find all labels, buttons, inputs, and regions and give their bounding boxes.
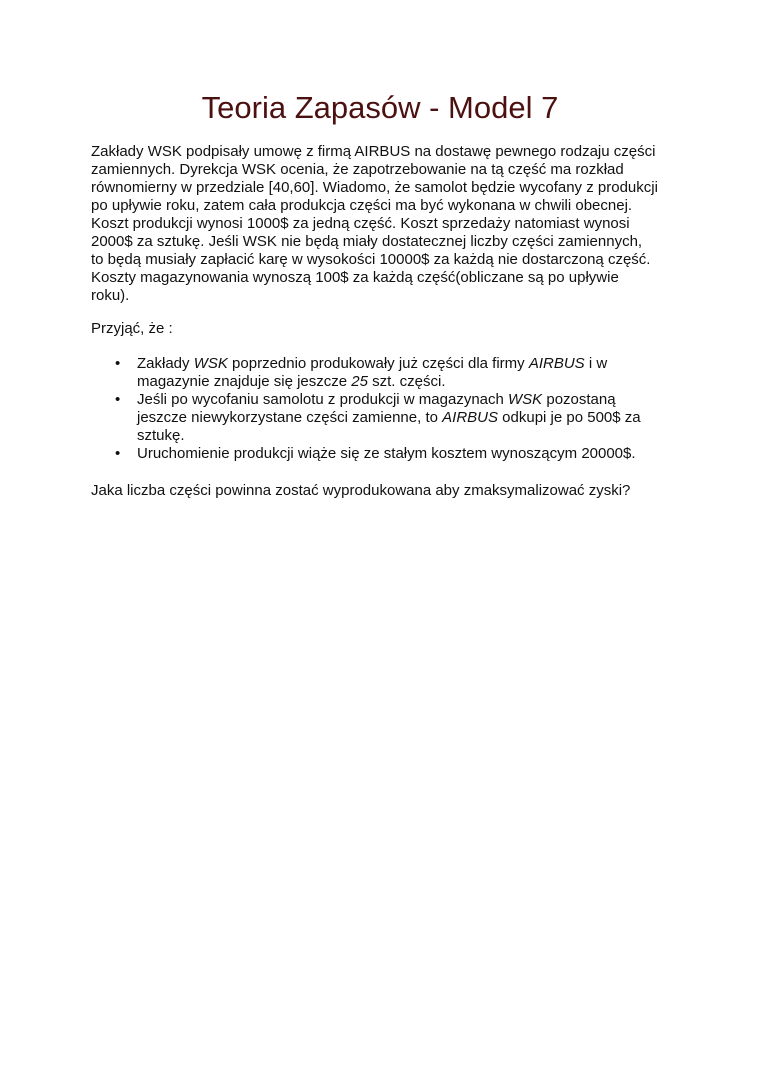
intro-line: 2000$ za sztukę. Jeśli WSK nie będą miały dostatecznej liczby części zamiennych, bbox=[91, 233, 643, 250]
intro-line: równomierny w przedziale [40,60]. Wiadomo, że samolot będzie wycofany z produkcji bbox=[91, 179, 658, 196]
question-text: Jaka liczba części powinna zostać wyprodukowana aby zmaksymalizować zyski? bbox=[91, 482, 631, 499]
intro-line: to będą musiały zapłacić karę w wysokości 10000$ za każdą nie dostarczoną część. bbox=[91, 251, 651, 268]
assumptions-list bbox=[91, 355, 681, 463]
list-item-line: magazynie znajduje się jeszcze 25 szt. części. bbox=[137, 373, 446, 390]
intro-paragraph bbox=[91, 143, 681, 305]
bullet-icon: • bbox=[115, 445, 121, 462]
intro-line: Koszt produkcji wynosi 1000$ za jedną część. Koszt sprzedaży natomiast wynosi bbox=[91, 215, 630, 232]
bullet-icon: • bbox=[115, 355, 121, 372]
intro-line: Zakłady WSK podpisały umowę z firmą AIRBUS na dostawę pewnego rodzaju części bbox=[91, 143, 656, 160]
page-title: Teoria Zapasów - Model 7 bbox=[201, 90, 559, 125]
list-item-line: jeszcze niewykorzystane części zamienne, to AIRBUS odkupi je po 500$ za bbox=[137, 409, 641, 426]
intro-line: zamiennych. Dyrekcja WSK ocenia, że zapotrzebowanie na tą część ma rozkład bbox=[91, 161, 624, 178]
intro-line: roku). bbox=[91, 287, 130, 304]
assumptions-label: Przyjąć, że : bbox=[91, 320, 173, 337]
list-item bbox=[91, 355, 681, 391]
list-item bbox=[91, 445, 681, 463]
list-item-line: Uruchomienie produkcji wiąże się ze stałym kosztem wynoszącym 20000$. bbox=[137, 445, 636, 462]
list-item-line: sztukę. bbox=[137, 427, 185, 444]
intro-line: po upływie roku, zatem cała produkcja części ma być wykonana w chwili obecnej. bbox=[91, 197, 633, 214]
list-item-line: Jeśli po wycofaniu samolotu z produkcji w magazynach WSK pozostaną bbox=[137, 391, 616, 408]
list-item-line: Zakłady WSK poprzednio produkowały już części dla firmy AIRBUS i w bbox=[137, 355, 608, 372]
intro-line: Koszty magazynowania wynoszą 100$ za każdą część(obliczane są po upływie bbox=[91, 269, 619, 286]
bullet-icon: • bbox=[115, 391, 121, 408]
list-item bbox=[91, 391, 681, 445]
